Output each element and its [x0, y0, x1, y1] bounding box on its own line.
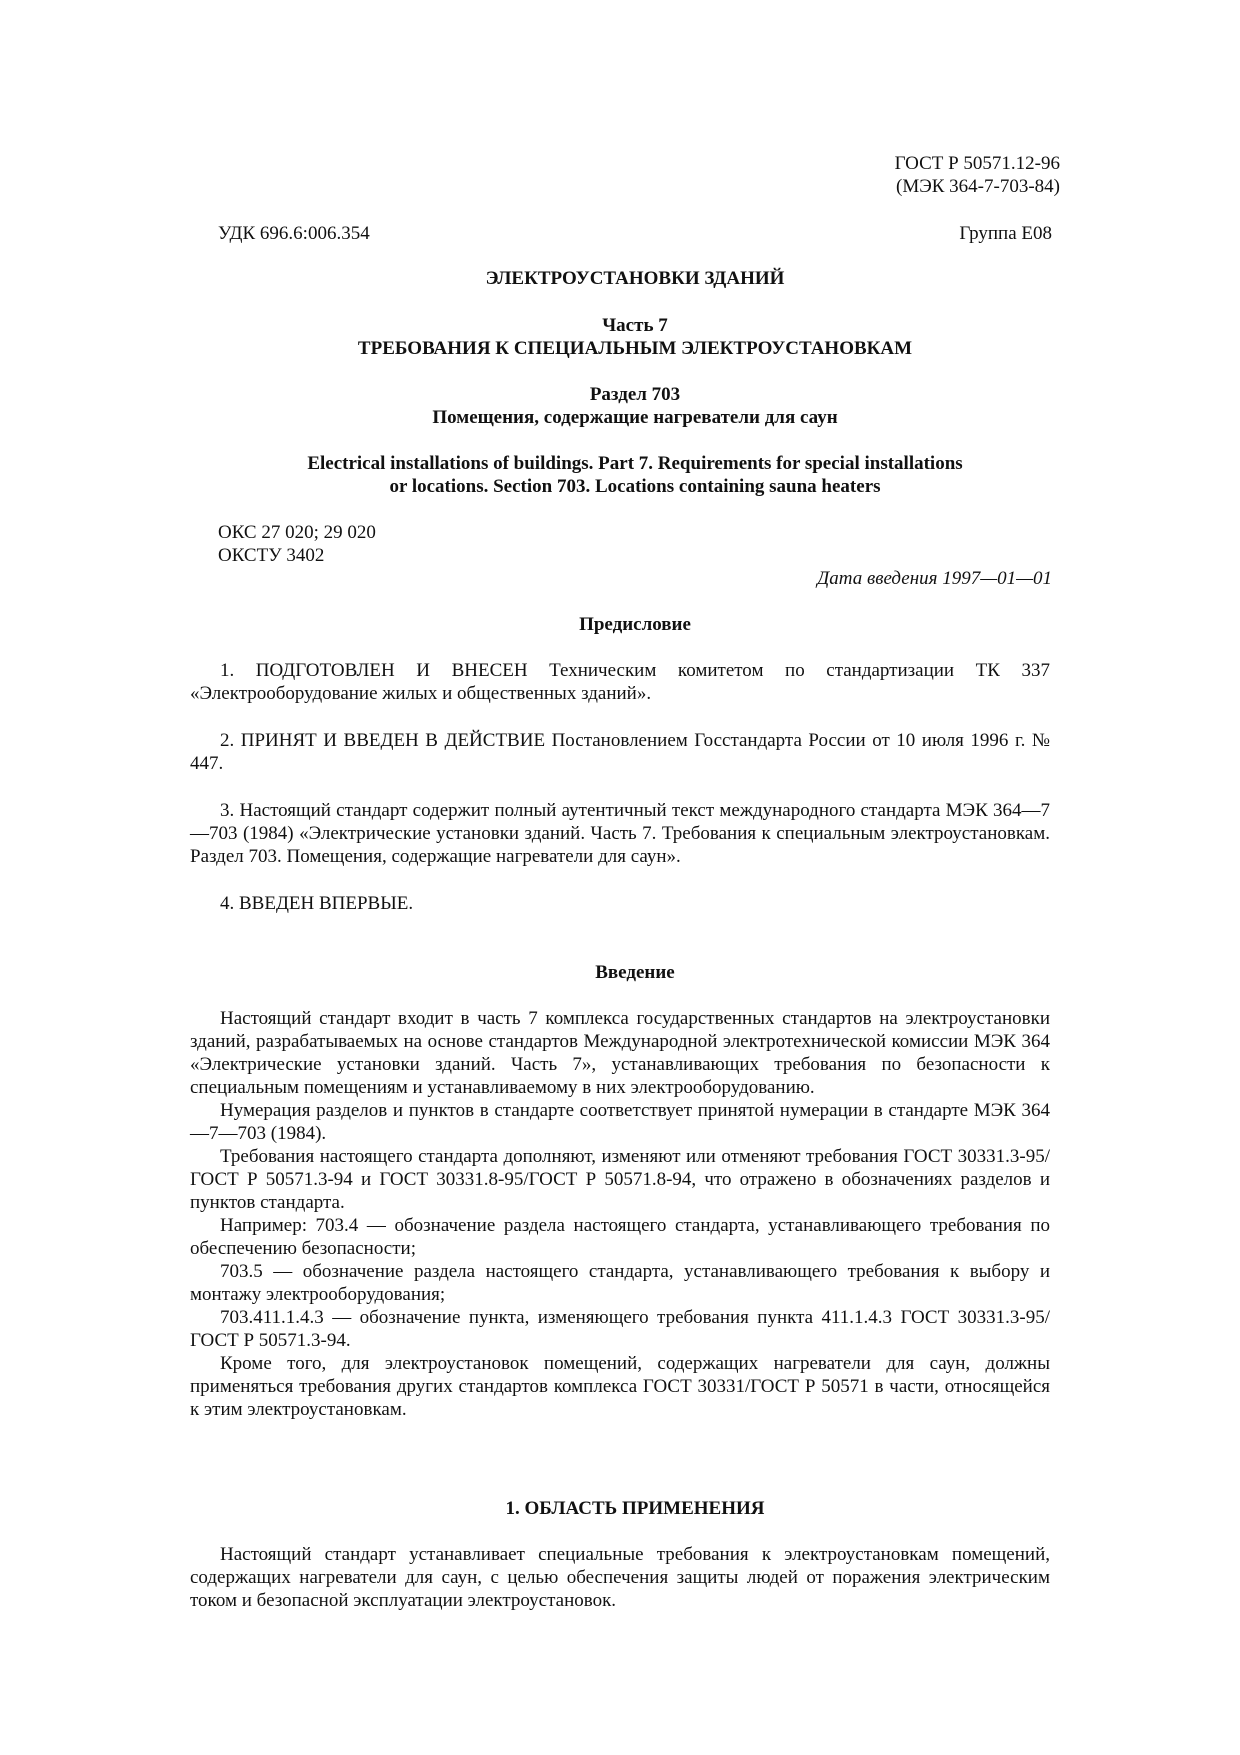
scope-heading: 1. ОБЛАСТЬ ПРИМЕНЕНИЯ: [505, 1498, 765, 1519]
foreword-item: 4. ВВЕДЕН ВПЕРВЫЕ.: [220, 893, 414, 914]
scope-paragraph: Настоящий стандарт устанавливает специальные требования к электроустановкам помещений, содержащих нагреватели для саун, с целью обеспечения защиты людей от поражения электрическим током и безопасной эксплуатации электроустановок.: [190, 1544, 1050, 1611]
introduction-paragraph: 703.411.1.4.3 — обозначение пункта, изменяющего требования пункта 411.1.4.3 ГОСТ 30331.3-95/ГОСТ Р 50571.3-94.: [190, 1307, 1050, 1351]
part-title: ТРЕБОВАНИЯ К СПЕЦИАЛЬНЫМ ЭЛЕКТРОУСТАНОВКАМ: [357, 338, 913, 359]
introduction-paragraph: Нумерация разделов и пунктов в стандарте соответствует принятой нумерации в стандарте МЭК 364—7—703 (1984).: [190, 1100, 1050, 1144]
foreword-item: 3. Настоящий стандарт содержит полный аутентичный текст международного стандарта МЭК 364—7—703 (1984) «Электрические установки зданий. Часть 7. Требования к специальным электроустановкам. Раздел 703. Помещения, содержащие нагреватели для саун».: [190, 800, 1050, 867]
effective-date: Дата введения 1997—01—01: [817, 568, 1052, 589]
introduction-paragraph: Например: 703.4 — обозначение раздела настоящего стандарта, устанавливающего требования по обеспечению безопасности;: [190, 1215, 1050, 1259]
part-label: Часть 7: [602, 315, 668, 336]
gost-number: ГОСТ Р 50571.12-96: [894, 153, 1060, 174]
group-code: Группа Е08: [959, 223, 1052, 244]
introduction-paragraph: 703.5 — обозначение раздела настоящего стандарта, устанавливающего требования к выбору и монтажу электрооборудования;: [190, 1261, 1050, 1305]
english-title-line-2: or locations. Section 703. Locations containing sauna heaters: [389, 476, 881, 497]
section-label: Раздел 703: [589, 384, 681, 405]
foreword-heading: Предисловие: [579, 614, 691, 635]
main-title: ЭЛЕКТРОУСТАНОВКИ ЗДАНИЙ: [485, 268, 785, 289]
english-title-line-1: Electrical installations of buildings. Part 7. Requirements for special installations: [307, 453, 963, 474]
introduction-paragraph: Требования настоящего стандарта дополняют, изменяют или отменяют требования ГОСТ 30331.3-95/ГОСТ Р 50571.3-94 и ГОСТ 30331.8-95/ГОСТ Р 50571.8-94, что отражено в обозначениях разделов и пунктов стандарта.: [190, 1146, 1050, 1213]
introduction-body: [190, 1007, 1050, 1421]
scope-body: [190, 1543, 1050, 1612]
foreword-item: 1. ПОДГОТОВЛЕН И ВНЕСЕН Техническим комитетом по стандартизации ТК 337 «Электрооборудование жилых и общественных зданий».: [190, 660, 1050, 704]
udk-code: УДК 696.6:006.354: [218, 223, 370, 244]
okstu-code: ОКСТУ 3402: [218, 545, 325, 566]
introduction-paragraph: Кроме того, для электроустановок помещений, содержащих нагреватели для саун, должны применяться требования других стандартов комплекса ГОСТ 30331/ГОСТ Р 50571 в части, относящейся к этим электроустановкам.: [190, 1353, 1050, 1420]
section-title: Помещения, содержащие нагреватели для саун: [432, 407, 838, 428]
oks-code: ОКС 27 020; 29 020: [218, 522, 376, 543]
iec-number: (МЭК 364-7-703-84): [896, 176, 1060, 197]
foreword-item: 2. ПРИНЯТ И ВВЕДЕН В ДЕЙСТВИЕ Постановлением Госстандарта России от 10 июля 1996 г. № 447.: [190, 730, 1050, 774]
introduction-paragraph: Настоящий стандарт входит в часть 7 комплекса государственных стандартов на электроустановки зданий, разрабатываемых на основе стандартов Международной электротехнической комиссии МЭК 364 «Электрические установки зданий. Часть 7», устанавливающих требования по безопасности к специальным помещениям и устанавливаемому в них электрооборудованию.: [190, 1008, 1050, 1098]
introduction-heading: Введение: [595, 962, 675, 983]
